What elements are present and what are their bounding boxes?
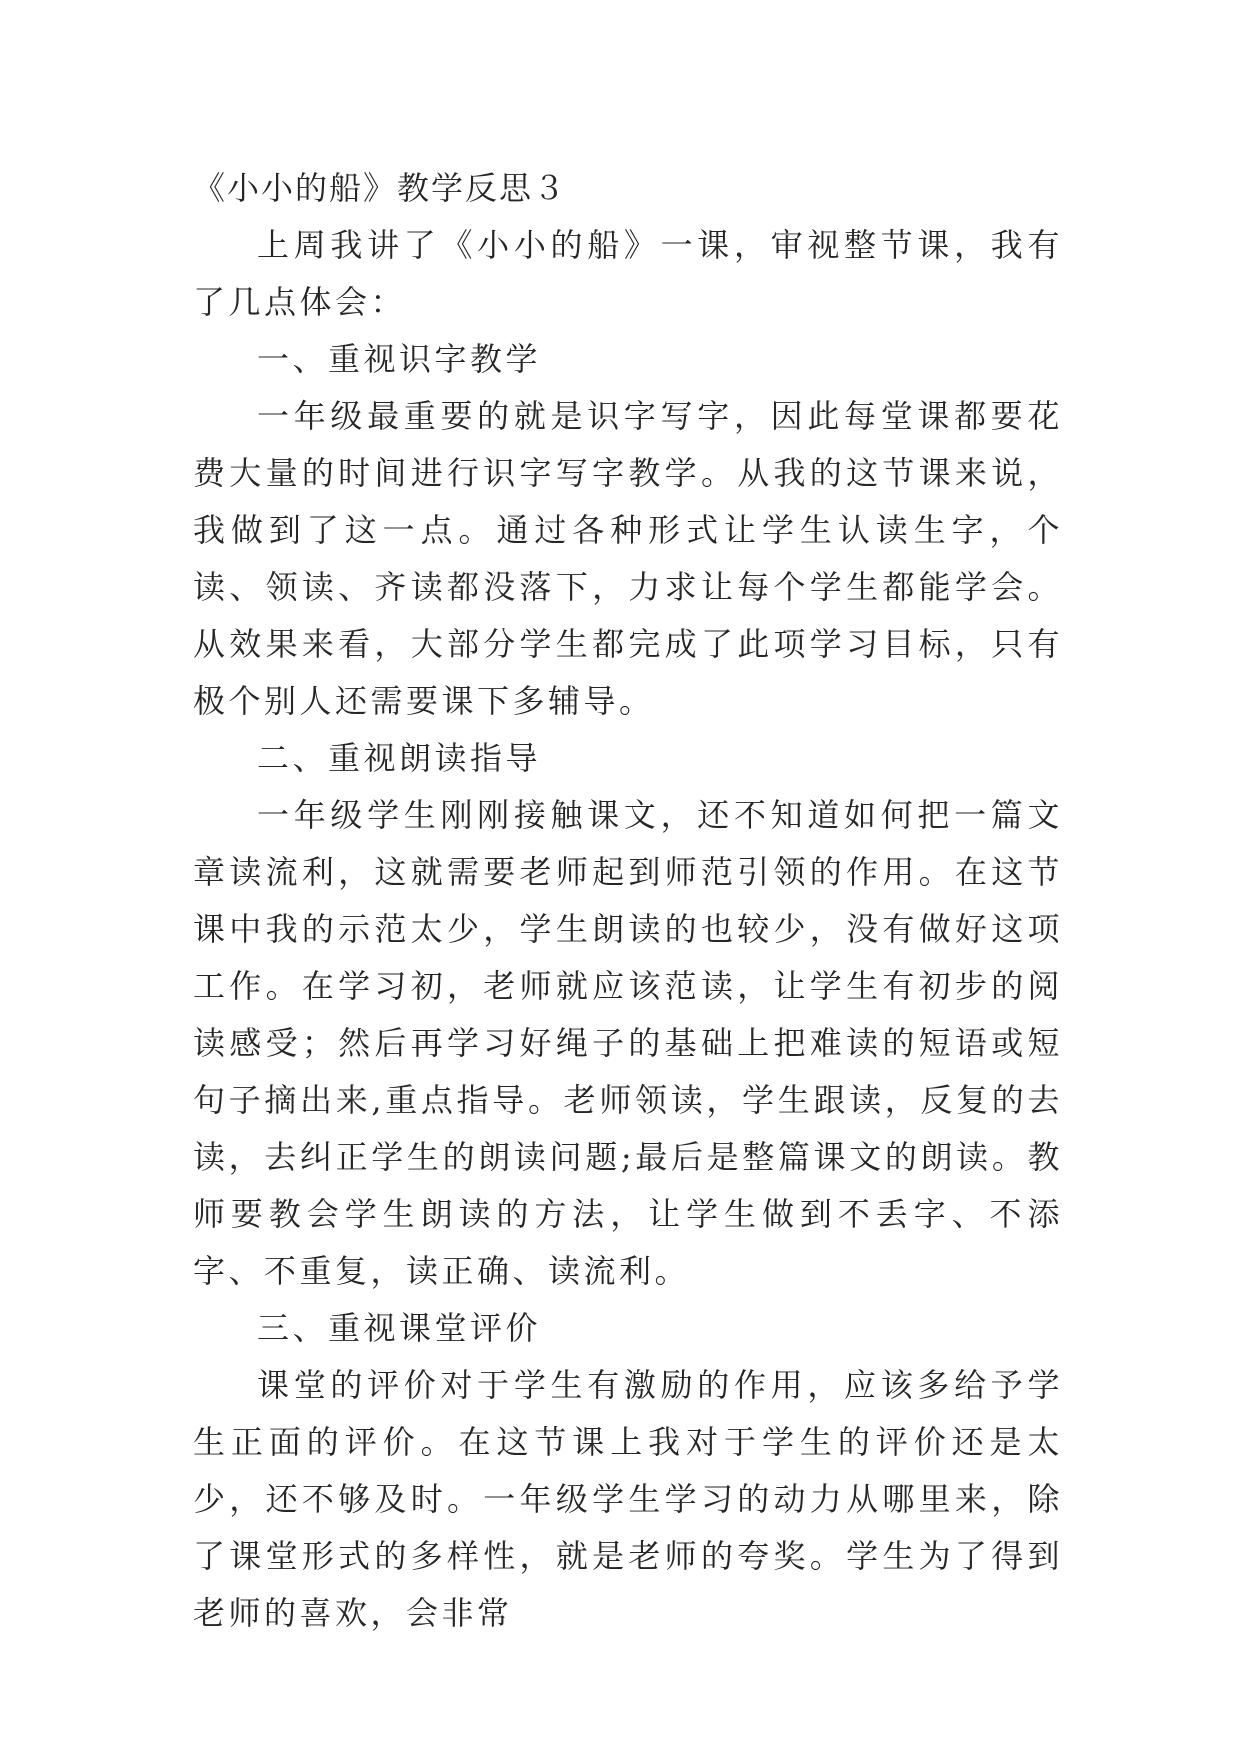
section-body-1: 一年级最重要的就是识字写字，因此每堂课都要花费大量的时间进行识字写字教学。从我的这节课来说，我做到了这一点。通过各种形式让学生认读生字，个读、领读、齐读都没落下，力求让每个学生都能学会。从效果来看，大部分学生都完成了此项学习目标，只有极个别人还需要课下多辅导。 [193,397,1063,720]
section-heading-1: 一、重视识字教学 [257,340,542,378]
section-body-3: 课堂的评价对于学生有激励的作用，应该多给予学生正面的评价。在这节课上我对于学生的评价还是太少，还不够及时。一年级学生学习的动力从哪里来，除了课堂形式的多样性，就是老师的夸奖。学生为了得到老师的喜欢，会非常 [193,1366,1063,1632]
document-title: 《小小的船》教学反思３ [193,169,568,207]
document-body [193,160,1063,1642]
intro-paragraph: 上周我讲了《小小的船》一课，审视整节课，我有了几点体会： [193,226,1063,321]
section-heading-2: 二、重视朗读指导 [257,739,542,777]
section-body-2: 一年级学生刚刚接触课文，还不知道如何把一篇文章读流利，这就需要老师起到师范引领的作用。在这节课中我的示范太少，学生朗读的也较少，没有做好这项工作。在学习初，老师就应该范读，让学生有初步的阅读感受；然后再学习好绳子的基础上把难读的短语或短句子摘出来,重点指导。老师领读，学生跟读，反复的去读，去纠正学生的朗读问题;最后是整篇课文的朗读。教师要教会学生朗读的方法，让学生做到不丢字、不添字、不重复，读正确、读流利。 [193,796,1063,1290]
section-heading-3: 三、重视课堂评价 [257,1309,542,1347]
